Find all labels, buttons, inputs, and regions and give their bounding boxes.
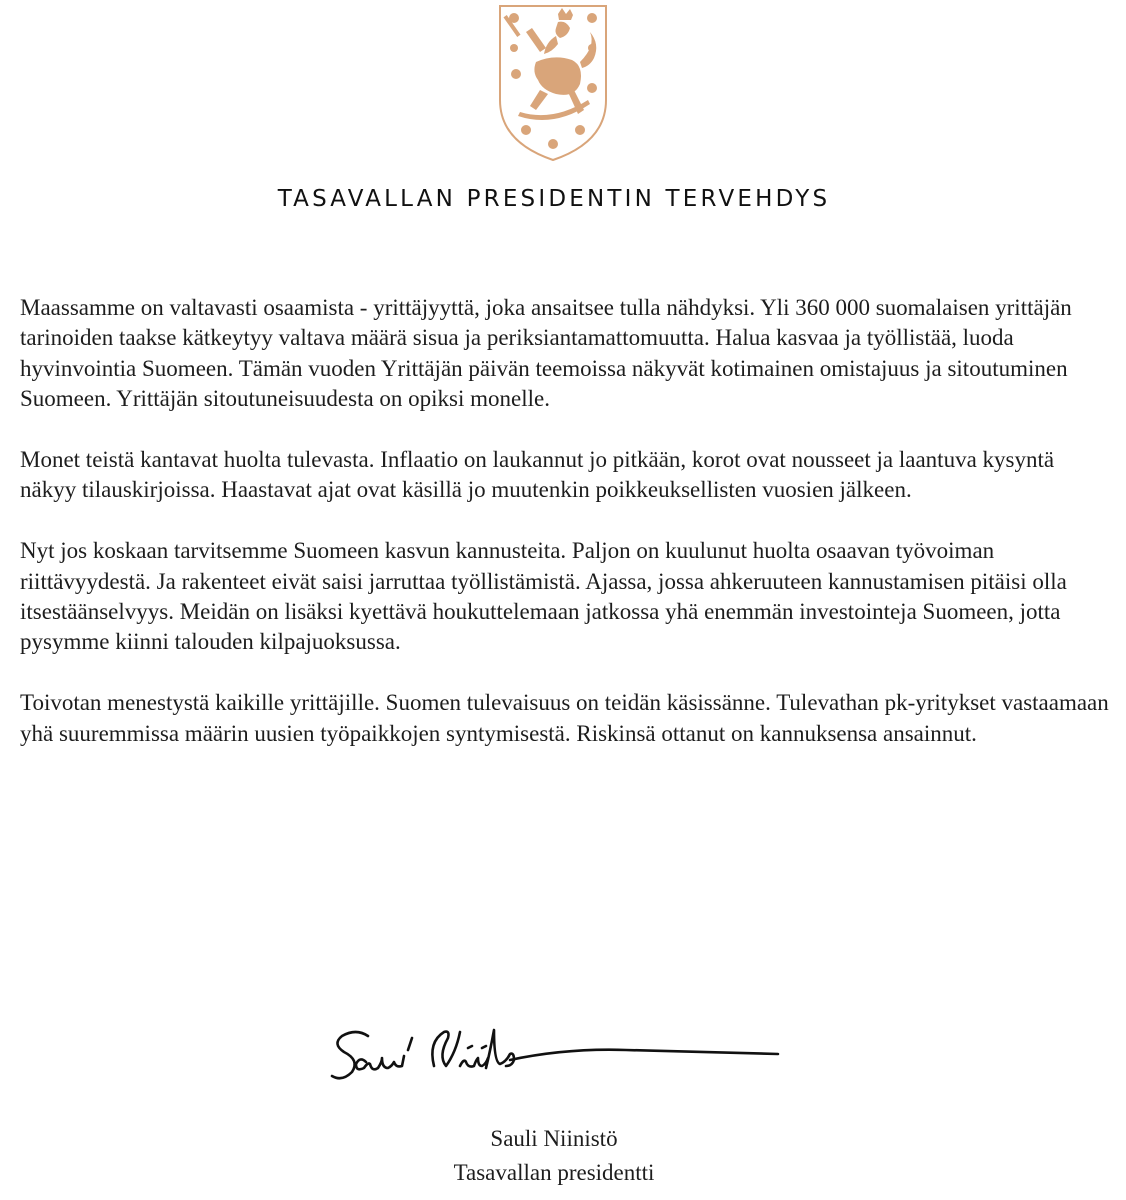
paragraph: Nyt jos koskaan tarvitsemme Suomeen kasvun kannusteita. Paljon on kuulunut huolta osaavan työvoiman riittävyydestä. Ja rakenteet eivät saisi jarruttaa työllistämistä. Ajassa, jossa ahkeruuteen kannustamisen pitäisi olla itsestäänselvyys. Meidän on lisäksi kyettävä houkuttelemaan jatkossa yhä enemmän investointeja Suomeen, jotta pysymme kiinni talouden kilpajuoksussa. <box>20 538 1067 655</box>
signatory-name: Sauli Niinistö <box>490 1126 618 1151</box>
letter-title: TASAVALLAN PRESIDENTIN TERVEHDYS <box>277 186 831 212</box>
paragraph: Toivotan menestystä kaikille yrittäjille. Suomen tulevaisuus on teidän käsissänne. Tulevathan pk-yritykset vastaamaan yhä suuremmissa määrin uusien työpaikkojen syntymisestä. Riskinsä ottanut on kannuksensa ansainnut. <box>20 690 1109 746</box>
paragraph: Maassamme on valtavasti osaamista - yrittäjyyttä, joka ansaitsee tulla nähdyksi. Yli 360 000 suomalaisen yrittäjän tarinoiden taakse kätkeytyy valtava määrä sisua ja periksiantamattomuutta. Halua kasvaa ja työllistää, luoda hyvinvointia Suomeen. Tämän vuoden Yrittäjän päivän teemoissa näkyvät kotimainen omistajuus ja sitoutuminen Suomeen. Yrittäjän sitoutuneisuudesta on opiksi monelle. <box>20 295 1072 412</box>
letter-body <box>20 293 1110 779</box>
finland-coat-of-arms-icon <box>496 2 610 162</box>
handwritten-signature <box>326 1022 786 1086</box>
paragraph: Monet teistä kantavat huolta tulevasta. Inflaatio on laukannut jo pitkään, korot ovat nousseet ja laantuva kysyntä näkyy tilauskirjoissa. Haastavat ajat ovat käsillä jo muutenkin poikkeuksellisten vuosien jälkeen. <box>20 447 1055 503</box>
signatory-role: Tasavallan presidentti <box>453 1160 655 1185</box>
